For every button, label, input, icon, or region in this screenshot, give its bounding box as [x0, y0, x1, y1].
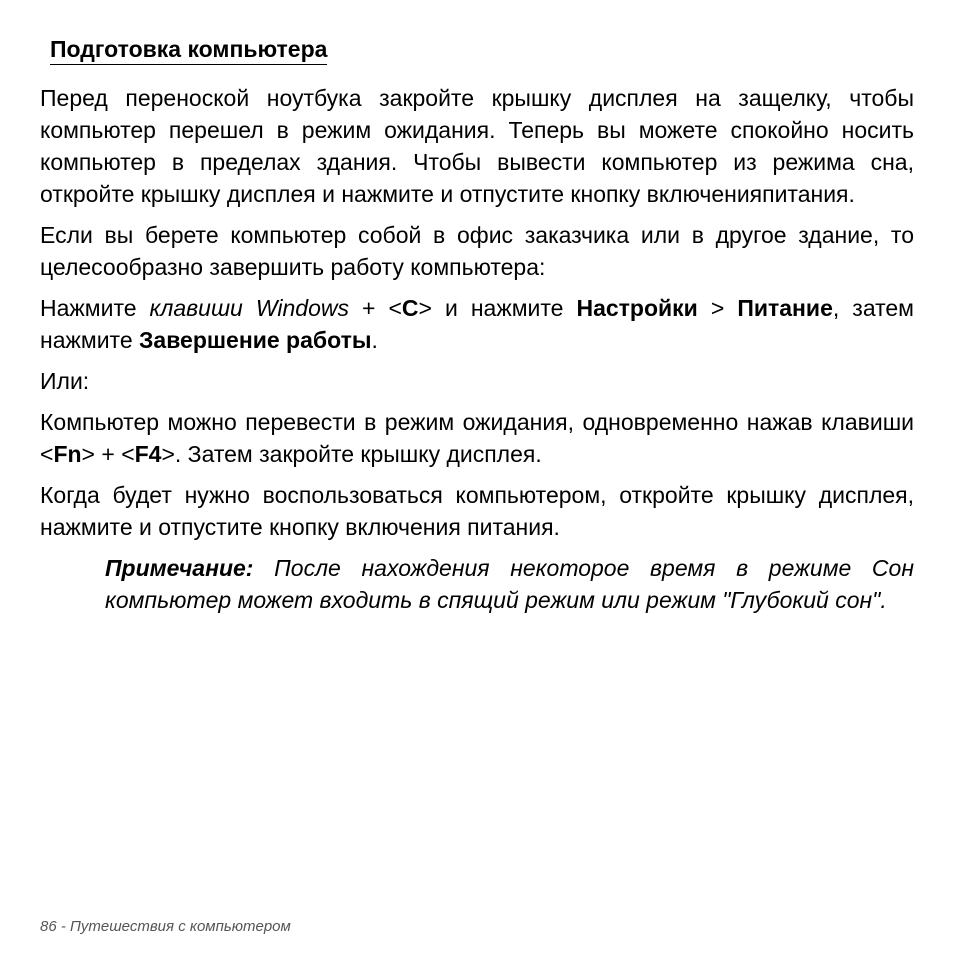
page-footer: 86 - Путешествия с компьютером — [40, 918, 291, 935]
section-heading: Подготовка компьютера — [50, 34, 327, 65]
paragraph-wake: Когда будет нужно воспользоваться компьютером, откройте крышку дисплея, нажмите и отпустите кнопку включения питания. — [40, 482, 914, 540]
windows-keys-text: клавиши Windows — [149, 295, 349, 321]
key-f4: F4 — [134, 441, 162, 467]
text: + < — [348, 295, 402, 321]
paragraph-carrying: Перед переноской ноутбука закройте крышку дисплея на защелку, чтобы компьютер перешел в режим ожидания. Теперь вы можете спокойно носить компьютер в пределах здания. Чтобы вывести компьютер из режима сна, откройте крышку дисплея и нажмите и отпустите кнопку включенияпитания. — [40, 85, 914, 207]
text: Компьютер можно перевести в режим ожидания, одновременно нажав клавиши < — [40, 409, 914, 467]
key-fn: Fn — [53, 441, 82, 467]
shutdown-text: Завершение работы — [139, 327, 372, 353]
note-block — [105, 552, 914, 616]
paragraph-or: Или: — [40, 368, 90, 394]
settings-text: Настройки — [576, 295, 698, 321]
power-text: Питание — [737, 295, 833, 321]
paragraph-shutdown-steps — [40, 292, 914, 356]
text: . — [371, 327, 378, 353]
text: > и нажмите — [418, 295, 577, 321]
note-label: Примечание: — [105, 555, 254, 581]
text: > + < — [81, 441, 135, 467]
key-c: C — [401, 295, 419, 321]
text: , затем нажмите — [40, 295, 914, 353]
text: Нажмите — [40, 295, 150, 321]
page-content — [40, 34, 914, 616]
paragraph-shutdown-intro: Если вы берете компьютер собой в офис заказчика или в другое здание, то целесообразно завершить работу компьютера: — [40, 222, 914, 280]
paragraph-sleep-keys — [40, 406, 914, 470]
text: > — [697, 295, 738, 321]
text: >. Затем закройте крышку дисплея. — [161, 441, 542, 467]
note-text: После нахождения некоторое время в режиме Сон компьютер может входить в спящий режим или режим "Глубокий сон". — [105, 555, 914, 613]
